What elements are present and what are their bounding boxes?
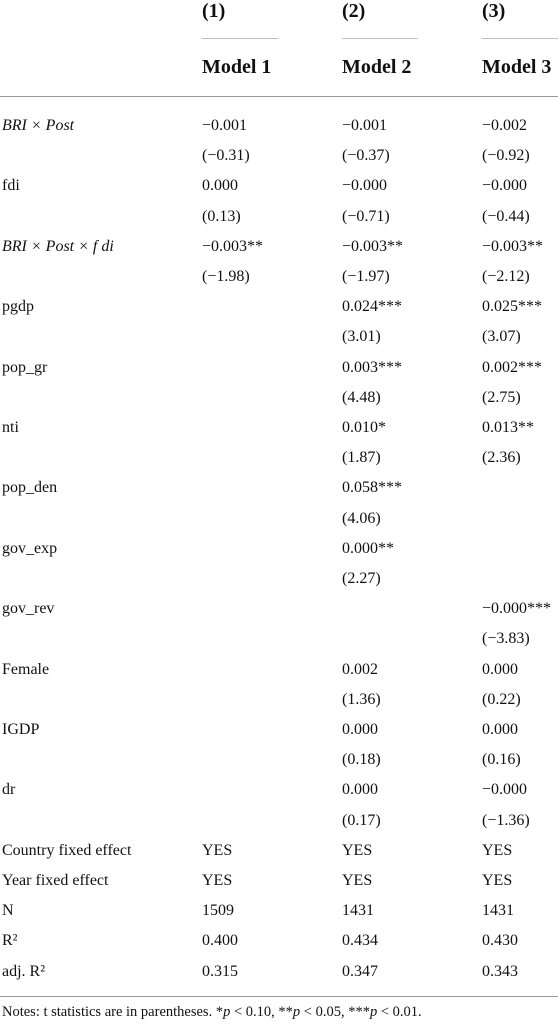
row-label: IGDP (2, 721, 40, 738)
cell-model-3: 1431 (482, 902, 514, 920)
header-divider-3 (482, 38, 558, 39)
model-header-3: Model 3 (482, 56, 552, 78)
cell-model-3: 0.000 (482, 721, 518, 738)
cell-model-2: 0.058*** (342, 479, 402, 497)
table-row (0, 594, 558, 624)
cell-model-3: −0.000 (482, 177, 528, 195)
notes-text-3: < 0.05, *** (300, 1004, 370, 1020)
cell-model-2: (−0.37) (342, 147, 390, 165)
cell-model-2: −0.003** (342, 237, 404, 255)
table-row (0, 896, 558, 926)
row-label: pop_den (2, 479, 58, 497)
table-row (0, 353, 558, 383)
cell-model-1: −0.003** (202, 237, 264, 255)
column-number-2: (2) (342, 0, 366, 22)
notes-p-2: p (292, 1004, 301, 1020)
cell-model-3: (2.75) (482, 388, 521, 406)
cell-model-2: (1.87) (342, 449, 381, 467)
row-label: BRI × Post × f di (2, 237, 114, 255)
table-row (0, 806, 558, 836)
table-row (0, 685, 558, 715)
cell-model-2: −0.000 (342, 177, 388, 195)
cell-model-3: (0.22) (482, 690, 521, 708)
cell-model-1: 0.315 (202, 962, 238, 980)
cell-model-1: −0.001 (202, 117, 248, 134)
cell-model-2: 0.003*** (342, 358, 402, 376)
table-row (0, 564, 558, 594)
table-row (0, 624, 558, 654)
cell-model-3: (−0.92) (482, 147, 530, 165)
cell-model-2: YES (342, 841, 373, 859)
cell-model-1: 0.400 (202, 932, 238, 950)
cell-model-2: (0.17) (342, 811, 381, 829)
notes-p-1: p (223, 1004, 231, 1020)
table-row (0, 836, 558, 866)
cell-model-1: 0.000 (202, 177, 238, 195)
table-row (0, 534, 558, 564)
table-notes (2, 1003, 422, 1021)
footer-rule (0, 996, 558, 997)
row-label: BRI × Post (2, 117, 75, 134)
cell-model-1: (−1.98) (202, 268, 250, 285)
cell-model-3: 0.430 (482, 932, 518, 950)
cell-model-2: 0.002 (342, 660, 378, 678)
cell-model-3: (−0.44) (482, 207, 530, 225)
cell-model-3: (2.36) (482, 449, 521, 467)
table-row (0, 383, 558, 413)
cell-model-3: YES (482, 841, 513, 859)
cell-model-3: YES (482, 872, 513, 889)
cell-model-3: (−1.36) (482, 811, 530, 829)
table-row (0, 443, 558, 473)
cell-model-3: −0.003** (482, 237, 544, 255)
cell-model-3: (0.16) (482, 751, 521, 769)
table-row (0, 745, 558, 775)
cell-model-2: −0.001 (342, 117, 388, 134)
table-row (0, 504, 558, 534)
cell-model-2: (4.48) (342, 388, 381, 406)
cell-model-2: 0.010* (342, 419, 386, 436)
cell-model-3: −0.000 (482, 781, 528, 799)
cell-model-3: 0.013** (482, 419, 534, 436)
cell-model-2: 0.000 (342, 721, 378, 738)
cell-model-2: 0.000** (342, 539, 394, 557)
table-row (0, 262, 558, 292)
table-row (0, 232, 558, 262)
table-row (0, 202, 558, 232)
table-row (0, 473, 558, 503)
cell-model-3: 0.343 (482, 962, 518, 980)
row-label: Female (2, 660, 50, 678)
cell-model-2: (−0.71) (342, 207, 390, 225)
cell-model-2: (1.36) (342, 690, 381, 708)
table-row (0, 866, 558, 896)
row-label: Country fixed effect (2, 841, 132, 859)
cell-model-3: −0.000*** (482, 600, 552, 618)
notes-p-3: p (369, 1004, 378, 1020)
cell-model-3: 0.025*** (482, 298, 542, 316)
header-rule (0, 96, 558, 97)
model-header-1: Model 1 (202, 56, 272, 78)
table-row (0, 171, 558, 201)
cell-model-3: −0.002 (482, 117, 528, 134)
cell-model-2: YES (342, 872, 373, 889)
cell-model-1: YES (202, 841, 233, 859)
cell-model-1: (0.13) (202, 207, 241, 225)
cell-model-2: (−1.97) (342, 268, 390, 285)
cell-model-2: 1431 (342, 902, 374, 920)
table-row (0, 141, 558, 171)
cell-model-3: 0.000 (482, 660, 518, 678)
cell-model-2: (4.06) (342, 509, 381, 527)
table-row (0, 292, 558, 322)
cell-model-2: 0.434 (342, 932, 378, 950)
cell-model-1: 1509 (202, 902, 234, 920)
cell-model-3: (3.07) (482, 328, 521, 346)
row-label: gov_exp (2, 539, 58, 557)
cell-model-2: 0.347 (342, 962, 378, 980)
table-row (0, 957, 558, 987)
row-label: Year fixed effect (2, 872, 109, 889)
row-label: gov_rev (2, 600, 55, 618)
cell-model-2: (0.18) (342, 751, 381, 769)
column-number-3: (3) (482, 0, 506, 22)
row-label: adj. R² (2, 962, 46, 980)
row-label: R² (2, 932, 18, 950)
notes-text-4: < 0.01. (377, 1004, 422, 1020)
column-number-1: (1) (202, 0, 226, 22)
row-label: dr (2, 781, 16, 799)
cell-model-1: (−0.31) (202, 147, 250, 165)
row-label: pgdp (2, 298, 34, 316)
row-label: nti (2, 419, 19, 436)
cell-model-2: (3.01) (342, 328, 381, 346)
row-label: fdi (2, 177, 20, 195)
cell-model-3: (−2.12) (482, 268, 530, 285)
cell-model-3: 0.002*** (482, 358, 542, 376)
table-row (0, 322, 558, 352)
row-label: pop_gr (2, 358, 48, 376)
cell-model-2: 0.000 (342, 781, 378, 799)
table-row (0, 775, 558, 805)
table-row (0, 715, 558, 745)
cell-model-2: 0.024*** (342, 298, 402, 316)
table-row (0, 926, 558, 956)
notes-text-1: Notes: t statistics are in parentheses. * (2, 1004, 224, 1020)
model-header-2: Model 2 (342, 56, 412, 78)
table-row (0, 655, 558, 685)
table-row (0, 413, 558, 443)
cell-model-3: (−3.83) (482, 630, 530, 648)
cell-model-1: YES (202, 872, 233, 889)
row-label: N (2, 902, 14, 920)
table-row (0, 111, 558, 141)
header-divider-1 (202, 38, 278, 39)
cell-model-2: (2.27) (342, 570, 381, 587)
notes-text-2: < 0.10, ** (230, 1004, 293, 1020)
header-divider-2 (342, 38, 418, 39)
